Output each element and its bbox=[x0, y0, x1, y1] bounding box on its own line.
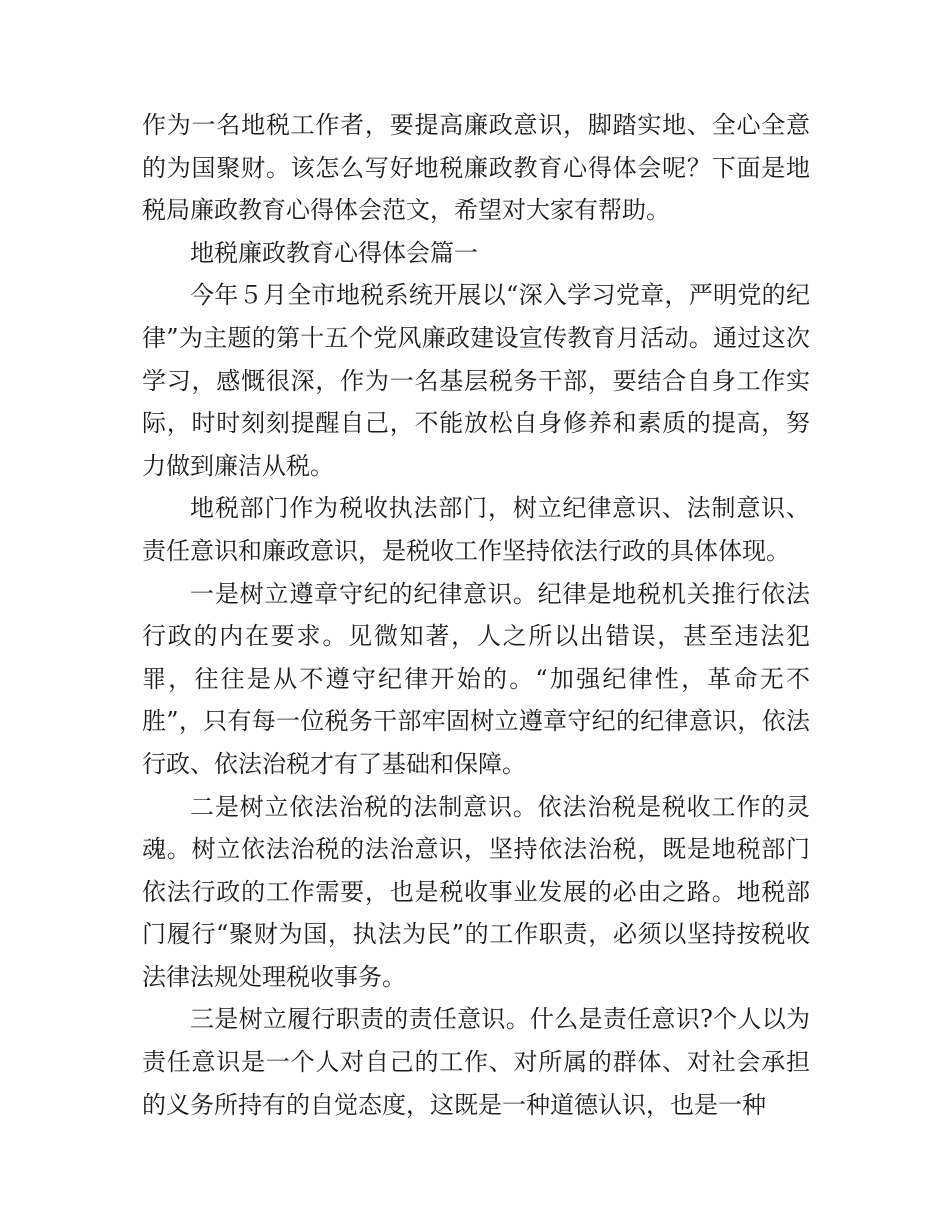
body-paragraph-2: 地税部门作为税收执法部门，树立纪律意识、法制意识、责任意识和廉政意识，是税收工作坚持依法行政的具体体现。 bbox=[142, 494, 810, 565]
body-paragraph-5: 三是树立履行职责的责任意识。什么是责任意识?个人以为责任意识是一个人对自己的工作、对所属的群体、对社会承担的义务所持有的自觉态度，这既是一种道德认识，也是一种 bbox=[142, 1005, 810, 1119]
body-paragraph-1: 今年５月全市地税系统开展以“深入学习党章，严明党的纪律”为主题的第十五个党风廉政建设宣传教育月活动。通过这次学习，感慨很深，作为一名基层税务干部，要结合自身工作实际，时时刻刻提醒自己，不能放松自身修养和素质的提高，努力做到廉洁从税。 bbox=[142, 281, 810, 480]
body-paragraph-3: 一是树立遵章守纪的纪律意识。纪律是地税机关推行依法行政的内在要求。见微知著，人之所以出错误，甚至违法犯罪，往往是从不遵守纪律开始的。“加强纪律性，革命无不胜”，只有每一位税务干部牢固树立遵章守纪的纪律意识，依法行政、依法治税才有了基础和保障。 bbox=[142, 579, 810, 778]
document-body bbox=[142, 104, 810, 1126]
intro-paragraph: 作为一名地税工作者，要提高廉政意识，脚踏实地、全心全意的为国聚财。该怎么写好地税廉政教育心得体会呢？下面是地税局廉政教育心得体会范文，希望对大家有帮助。 bbox=[142, 111, 810, 225]
body-paragraph-4: 二是树立依法治税的法制意识。依法治税是税收工作的灵魂。树立依法治税的法治意识，坚持依法治税，既是地税部门依法行政的工作需要，也是税收事业发展的必由之路。地税部门履行“聚财为国，执法为民”的工作职责，必须以坚持按税收法律法规处理税收事务。 bbox=[142, 792, 810, 991]
section-heading: 地税廉政教育心得体会篇一 bbox=[190, 238, 478, 267]
